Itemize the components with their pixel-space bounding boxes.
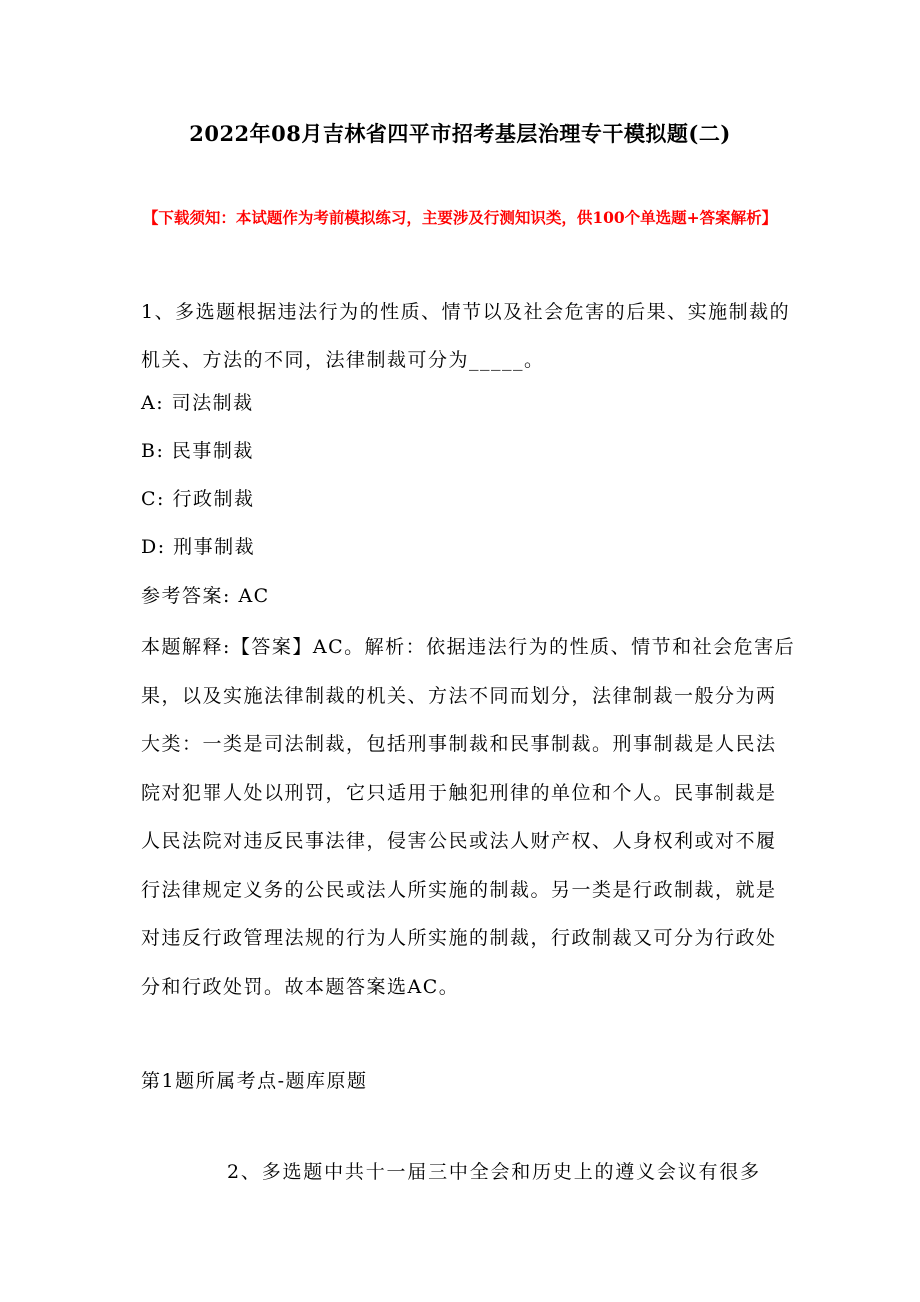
question-2-stem: 2、多选题中共十一届三中全会和历史上的遵义会议有很多: [227, 1161, 761, 1183]
page-title: 2022年08月吉林省四平市招考基层治理专干模拟题(二): [189, 121, 731, 146]
option-a: A: 司法制裁: [141, 392, 254, 414]
question-1-explanation: 本题解释:【答案】AC。解析：依据违法行为的性质、情节和社会危害后果，以及实施法律制裁的机关、方法不同而划分，法律制裁一般分为两大类：一类是司法制裁，包括刑事制裁和民事制裁。刑事制裁是人民法院对犯罪人处以刑罚，它只适用于触犯刑律的单位和个人。民事制裁是人民法院对违反民事法律，侵害公民或法人财产权、人身权利或对不履行法律规定义务的公民或法人所实施的制裁。另一类是行政制裁，就是对违反行政管理法规的行为人所实施的制裁，行政制裁又可分为行政处分和行政处罚。故本题答案选AC。: [141, 636, 796, 998]
option-d: D: 刑事制裁: [141, 536, 256, 558]
question-1-stem: 1、多选题根据违法行为的性质、情节以及社会危害的后果、实施制裁的机关、方法的不同，法律制裁可分为_____。: [141, 301, 791, 371]
download-notice: 【下载须知：本试题作为考前模拟练习，主要涉及行测知识类，供100个单选题+答案解析】: [142, 208, 778, 227]
option-c: C: 行政制裁: [141, 488, 255, 510]
question-1-topic: 第1题所属考点-题库原题: [141, 1070, 368, 1092]
option-b: B: 民事制裁: [141, 440, 254, 462]
reference-answer: 参考答案: AC: [141, 585, 270, 607]
